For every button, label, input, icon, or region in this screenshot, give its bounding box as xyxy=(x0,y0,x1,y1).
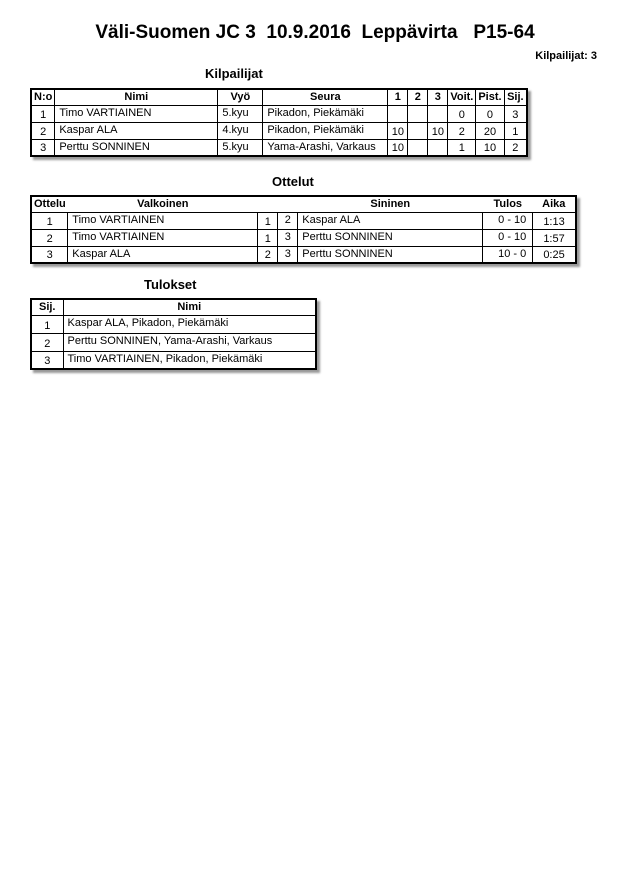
white-number: 2 xyxy=(258,246,278,263)
match-number: 2 xyxy=(31,229,68,246)
col-header-match-no: Ottelu xyxy=(31,196,68,212)
blue-name: Perttu SONNINEN xyxy=(298,229,483,246)
result-name: Perttu SONNINEN, Yama-Arashi, Varkaus xyxy=(63,333,316,351)
white-number: 1 xyxy=(258,212,278,229)
competitor-wins: 1 xyxy=(448,139,476,156)
competitor-match1-points: 10 xyxy=(388,139,408,156)
col-header-wins: Voit. xyxy=(448,89,476,105)
white-name: Timo VARTIAINEN xyxy=(68,229,258,246)
white-number: 1 xyxy=(258,229,278,246)
match-number: 3 xyxy=(31,246,68,263)
competitor-match2-points xyxy=(408,122,428,139)
competitor-wins: 2 xyxy=(448,122,476,139)
col-header-match3: 3 xyxy=(428,89,448,105)
white-name: Kaspar ALA xyxy=(68,246,258,263)
match-time: 1:57 xyxy=(533,229,576,246)
result-place: 2 xyxy=(31,333,63,351)
competitor-match1-points xyxy=(388,105,408,122)
result-place: 1 xyxy=(31,315,63,333)
match-result: 10 - 0 xyxy=(483,246,533,263)
competitor-points: 20 xyxy=(476,122,504,139)
match-time: 1:13 xyxy=(533,212,576,229)
competitor-number: 3 xyxy=(31,139,55,156)
match-result: 0 - 10 xyxy=(483,229,533,246)
results-header-row xyxy=(31,299,316,315)
competitor-club: Pikadon, Piekämäki xyxy=(263,105,388,122)
col-header-name: Nimi xyxy=(55,89,218,105)
col-header-name: Nimi xyxy=(63,299,316,315)
page-title: Väli-Suomen JC 3 10.9.2016 Leppävirta P15-64 xyxy=(95,22,535,43)
competitor-name: Perttu SONNINEN xyxy=(55,139,218,156)
col-header-place: Sij. xyxy=(31,299,63,315)
matches-header-row xyxy=(31,196,576,212)
col-header-white: Valkoinen xyxy=(68,196,258,212)
competitor-points: 0 xyxy=(476,105,504,122)
match-row xyxy=(31,246,576,263)
match-result: 0 - 10 xyxy=(483,212,533,229)
col-header-blue-number xyxy=(278,196,298,212)
participants-count: Kilpailijat: 3 xyxy=(535,50,597,62)
results-heading: Tulokset xyxy=(144,277,197,292)
competitor-match2-points xyxy=(408,105,428,122)
col-header-blue: Sininen xyxy=(298,196,483,212)
competitor-number: 2 xyxy=(31,122,55,139)
competitor-wins: 0 xyxy=(448,105,476,122)
competitor-number: 1 xyxy=(31,105,55,122)
blue-name: Kaspar ALA xyxy=(298,212,483,229)
blue-number: 2 xyxy=(278,212,298,229)
blue-number: 3 xyxy=(278,246,298,263)
competitor-match2-points xyxy=(408,139,428,156)
col-header-match1: 1 xyxy=(388,89,408,105)
competitor-row xyxy=(31,139,527,156)
col-header-white-number xyxy=(258,196,278,212)
white-name: Timo VARTIAINEN xyxy=(68,212,258,229)
result-place: 3 xyxy=(31,351,63,369)
col-header-no: N:o xyxy=(31,89,55,105)
competitors-header-row xyxy=(31,89,527,105)
match-row xyxy=(31,212,576,229)
competitors-table xyxy=(30,88,528,157)
col-header-time: Aika xyxy=(533,196,576,212)
col-header-result: Tulos xyxy=(483,196,533,212)
result-name: Timo VARTIAINEN, Pikadon, Piekämäki xyxy=(63,351,316,369)
competitor-name: Timo VARTIAINEN xyxy=(55,105,218,122)
match-time: 0:25 xyxy=(533,246,576,263)
result-row xyxy=(31,315,316,333)
competitor-match3-points xyxy=(428,105,448,122)
matches-table xyxy=(30,195,577,264)
result-row xyxy=(31,351,316,369)
col-header-club: Seura xyxy=(263,89,388,105)
competitor-points: 10 xyxy=(476,139,504,156)
competitor-club: Yama-Arashi, Varkaus xyxy=(263,139,388,156)
competitor-row xyxy=(31,105,527,122)
result-row xyxy=(31,333,316,351)
col-header-match2: 2 xyxy=(408,89,428,105)
competitor-match3-points: 10 xyxy=(428,122,448,139)
competitor-row xyxy=(31,122,527,139)
matches-heading: Ottelut xyxy=(272,174,314,189)
match-number: 1 xyxy=(31,212,68,229)
competitor-place: 3 xyxy=(504,105,527,122)
competitor-belt: 5.kyu xyxy=(218,105,263,122)
results-table xyxy=(30,298,317,370)
competitor-match3-points xyxy=(428,139,448,156)
competitor-place: 1 xyxy=(504,122,527,139)
col-header-belt: Vyö xyxy=(218,89,263,105)
blue-name: Perttu SONNINEN xyxy=(298,246,483,263)
competitor-club: Pikadon, Piekämäki xyxy=(263,122,388,139)
blue-number: 3 xyxy=(278,229,298,246)
competitors-heading: Kilpailijat xyxy=(205,66,263,81)
competitor-belt: 4.kyu xyxy=(218,122,263,139)
competitor-match1-points: 10 xyxy=(388,122,408,139)
result-name: Kaspar ALA, Pikadon, Piekämäki xyxy=(63,315,316,333)
match-row xyxy=(31,229,576,246)
col-header-place: Sij. xyxy=(504,89,527,105)
competitor-name: Kaspar ALA xyxy=(55,122,218,139)
competitor-belt: 5.kyu xyxy=(218,139,263,156)
competitor-place: 2 xyxy=(504,139,527,156)
col-header-points: Pist. xyxy=(476,89,504,105)
